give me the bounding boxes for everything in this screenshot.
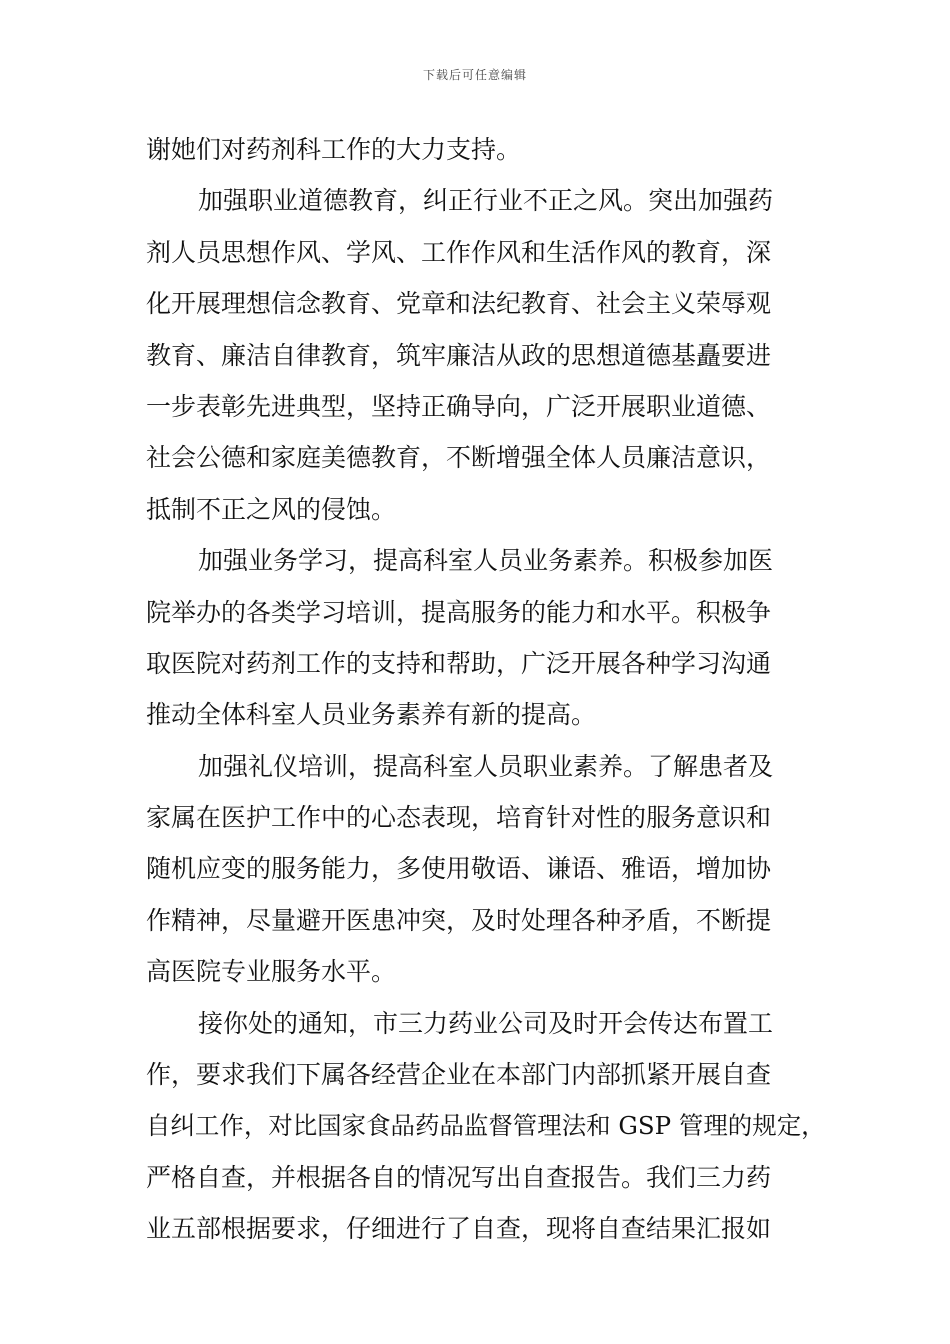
- text-line: 化开展理想信念教育、党章和法纪教育、社会主义荣辱观: [146, 289, 772, 319]
- text-line: 教育、廉洁自律教育，筑牢廉洁从政的思想道德基矗要进: [146, 340, 772, 370]
- text-line: 加强礼仪培训，提高科室人员职业素养。了解患者及: [198, 751, 774, 781]
- text-line: 加强职业道德教育，纠正行业不正之风。突出加强药: [198, 186, 774, 216]
- text-line: 剂人员思想作风、学风、工作作风和生活作风的教育，深: [146, 237, 772, 267]
- text-line: 自纠工作，对比国家食品药品监督管理法和 GSP 管理的规定，: [146, 1111, 826, 1141]
- page-header: 下载后可任意编辑: [422, 68, 527, 82]
- text-line: 业五部根据要求，仔细进行了自查，现将自查结果汇报如: [146, 1214, 772, 1244]
- text-line: 家属在医护工作中的心态表现，培育针对性的服务意识和: [146, 803, 772, 833]
- text-line: 一步表彰先进典型，坚持正确导向，广泛开展职业道德、: [146, 391, 772, 421]
- text-line: 高医院专业服务水平。: [146, 957, 397, 987]
- text-line: 推动全体科室人员业务素养有新的提高。: [146, 700, 597, 730]
- text-line: 加强业务学习，提高科室人员业务素养。积极参加医: [198, 546, 774, 576]
- text-line: 取医院对药剂工作的支持和帮助，广泛开展各种学习沟通: [146, 648, 772, 678]
- text-line: 抵制不正之风的侵蚀。: [146, 494, 397, 524]
- text-line: 接你处的通知，市三力药业公司及时开会传达布置工: [198, 1008, 774, 1038]
- text-line: 随机应变的服务能力，多使用敬语、谦语、雅语，增加协: [146, 854, 772, 884]
- text-line: 严格自查，并根据各自的情况写出自查报告。我们三力药: [146, 1162, 772, 1192]
- text-line: 作，要求我们下属各经营企业在本部门内部抓紧开展自查: [146, 1060, 772, 1090]
- text-line: 谢她们对药剂科工作的大力支持。: [146, 135, 522, 164]
- text-line: 院举办的各类学习培训，提高服务的能力和水平。积极争: [146, 597, 772, 627]
- text-line: 社会公德和家庭美德教育，不断增强全体人员廉洁意识，: [146, 443, 772, 473]
- document-body: [146, 124, 826, 1255]
- text-line: 作精神，尽量避开医患冲突，及时处理各种矛盾，不断提: [146, 905, 772, 935]
